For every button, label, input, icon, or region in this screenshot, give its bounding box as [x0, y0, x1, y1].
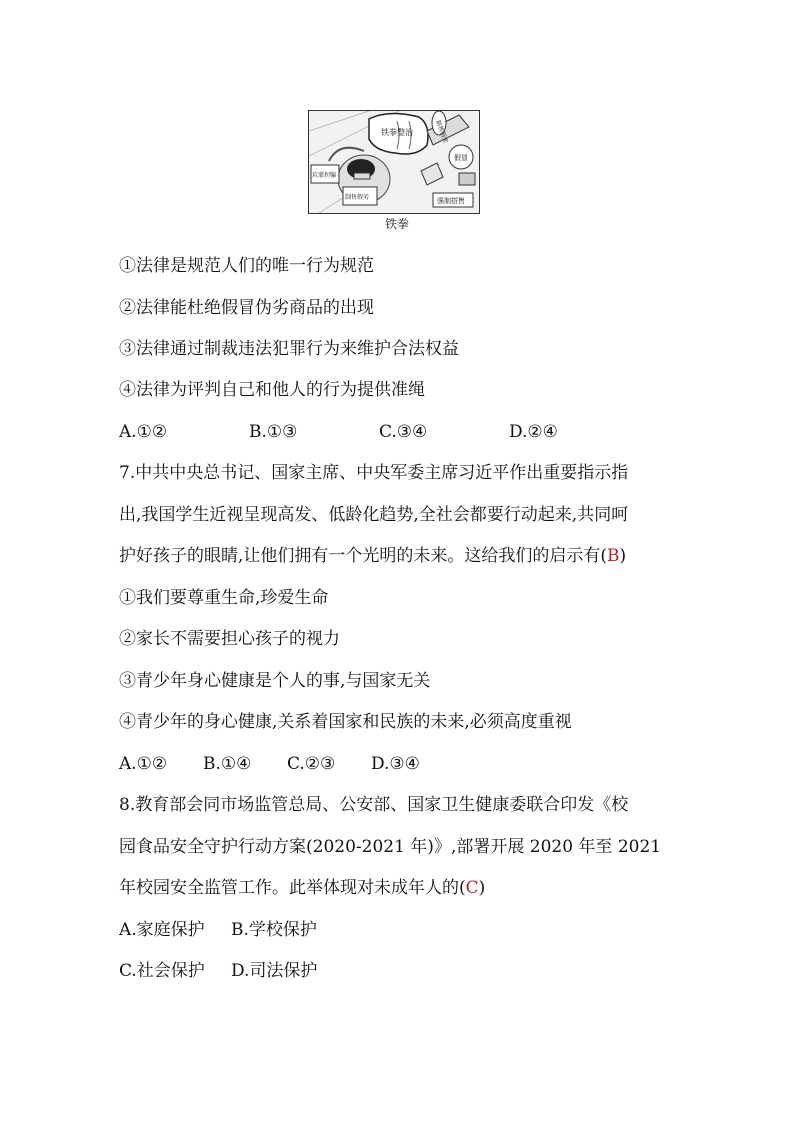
q7-answer: B — [607, 546, 620, 566]
q8-stem-line-1: 8.教育部会同市场监管总局、公安部、国家卫生健康委联合印发《校 — [119, 795, 629, 815]
q7-stem-text: 护好孩子的眼睛,让他们拥有一个光明的未来。这给我们的启示有( — [119, 546, 608, 566]
q7-statement-1: ①我们要尊重生命,珍爱生命 — [119, 588, 329, 608]
tag-bottom-label: 强制搭售 — [437, 197, 465, 205]
q6-statement-4: ④法律为评判自己和他人的行为提供准绳 — [119, 380, 425, 400]
q7-options — [119, 753, 420, 775]
q8-answer: C — [465, 878, 479, 898]
q6-option-a: A.①② — [119, 422, 168, 442]
q7-stem-line-3 — [119, 545, 626, 567]
q7-stem-line-1: 7.中共中央总书记、国家主席、中央军委主席习近平作出重要指示指 — [119, 463, 629, 483]
tag-left-label: 坑蒙拐骗 — [312, 172, 337, 179]
q8-stem-line-3 — [119, 877, 485, 899]
q8-option-c: C.社会保护 — [119, 961, 205, 981]
q8-option-b: B.学校保护 — [231, 920, 317, 940]
q7-close-paren: ) — [619, 546, 627, 566]
q8-stem-line-2: 园食品安全守护行动方案(2020-2021 年)》,部署开展 2020 年至 2021 — [119, 837, 662, 857]
q8-options-row-1 — [119, 919, 317, 941]
cartoon-illustration — [308, 110, 480, 214]
q7-statement-3: ③青少年身心健康是个人的事,与国家无关 — [119, 671, 431, 691]
q7-option-d: D.③④ — [371, 754, 420, 774]
q7-statement-2: ②家长不需要担心孩子的视力 — [119, 629, 340, 649]
bubble-b-label: 假冒 — [454, 154, 468, 162]
figure-caption: 铁拳 — [384, 217, 409, 231]
q8-options-row-2 — [119, 960, 317, 982]
q6-statement-1: ①法律是规范人们的唯一行为规范 — [119, 256, 374, 276]
tag-mid-label: 制售假劣 — [345, 194, 370, 201]
q8-option-d: D.司法保护 — [231, 961, 318, 981]
bubble-a-label: 制售假劣 — [434, 119, 449, 145]
fist-label: 铁拳整治 — [381, 128, 413, 137]
q6-options — [119, 421, 558, 443]
q8-stem-text: 年校园安全监管工作。此举体现对未成年人的( — [119, 878, 466, 898]
q6-option-c: C.③④ — [379, 422, 428, 442]
q7-option-a: A.①② — [119, 754, 168, 774]
q6-statement-3: ③法律通过制裁违法犯罪行为来维护合法权益 — [119, 339, 459, 359]
q6-statement-2: ②法律能杜绝假冒伪劣商品的出现 — [119, 298, 374, 318]
q7-option-b: B.①④ — [203, 754, 252, 774]
q7-statement-4: ④青少年的身心健康,关系着国家和民族的未来,必须高度重视 — [119, 712, 572, 732]
q8-option-a: A.家庭保护 — [119, 920, 205, 940]
q8-close-paren: ) — [478, 878, 486, 898]
q6-option-d: D.②④ — [509, 422, 558, 442]
q7-stem-line-2: 出,我国学生近视呈现高发、低龄化趋势,全社会都要行动起来,共同呵 — [119, 505, 629, 525]
q6-option-b: B.①③ — [249, 422, 298, 442]
q7-option-c: C.②③ — [287, 754, 336, 774]
